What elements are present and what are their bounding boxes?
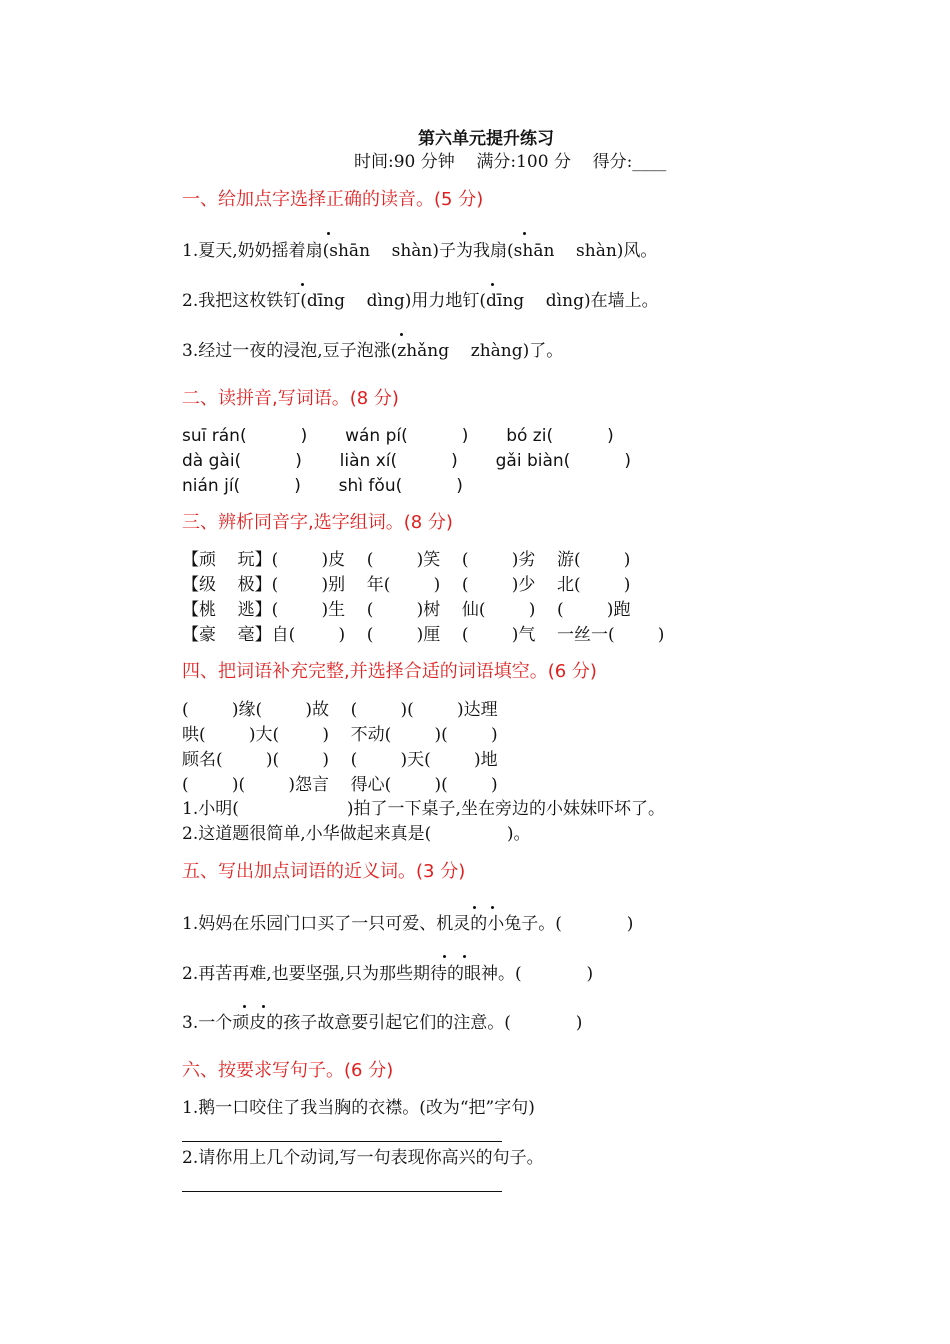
homophone-row-3: 【桃 逃】( )生 ( )树 仙( ) ( )跑 <box>182 600 631 620</box>
synonym-question-2: 2.再苦再难,也要坚强,只为那些期待的眼神。( ) <box>182 964 594 984</box>
synonym-question-1: 1.妈妈在乐园门口买了一只可爱、机灵的小兔子。( ) <box>182 914 634 934</box>
pinyin-row-3: nián jí( ) shì fǒu( ) <box>182 476 463 496</box>
section-1-question-2: 2.我把这枚铁钉(dīng dìng)用力地钉(dīng dìng)在墙上。 <box>182 291 659 311</box>
emphasis-dot <box>327 232 330 235</box>
idiom-row-3: 顾名( )( ) ( )天( )地 <box>182 750 498 770</box>
section-3-title: 三、辨析同音字,选字组词。(8 分) <box>182 512 453 533</box>
section-4-title: 四、把词语补充完整,并选择合适的词语填空。(6 分) <box>182 661 597 682</box>
synonym-question-3: 3.一个顽皮的孩子故意要引起它们的注意。( ) <box>182 1013 583 1033</box>
sentence-question-1: 1.鹅一口咬住了我当胸的衣襟。(改为“把”字句) <box>182 1098 535 1118</box>
homophone-row-2: 【级 极】( )别 年( ) ( )少 北( ) <box>182 575 631 595</box>
pinyin-row-2: dà gài( ) liàn xí( ) gǎi biàn( ) <box>182 451 631 471</box>
answer-line[interactable] <box>182 1141 502 1142</box>
answer-line[interactable] <box>182 1191 502 1192</box>
emphasis-dot <box>400 333 403 336</box>
idiom-row-4: ( )( )怨言 得心( )( ) <box>182 775 498 795</box>
page-title: 第六单元提升练习 <box>418 129 554 149</box>
exam-meta: 时间:90 分钟 满分:100 分 得分:____ <box>354 152 667 172</box>
emphasis-dot <box>262 1005 265 1008</box>
emphasis-dot <box>491 283 494 286</box>
emphasis-dot <box>301 283 304 286</box>
emphasis-dot <box>523 232 526 235</box>
section-6-title: 六、按要求写句子。(6 分) <box>182 1060 394 1081</box>
idiom-question-2: 2.这道题很简单,小华做起来真是( )。 <box>182 824 531 844</box>
section-1-question-3: 3.经过一夜的浸泡,豆子泡涨(zhǎng zhàng)了。 <box>182 341 564 361</box>
idiom-row-1: ( )缘( )故 ( )( )达理 <box>182 700 498 720</box>
idiom-question-1: 1.小明( )拍了一下桌子,坐在旁边的小妹妹吓坏了。 <box>182 799 665 819</box>
emphasis-dot <box>491 906 494 909</box>
emphasis-dot <box>473 906 476 909</box>
emphasis-dot <box>443 955 446 958</box>
sentence-question-2: 2.请你用上几个动词,写一句表现你高兴的句子。 <box>182 1148 544 1168</box>
section-1-question-1: 1.夏天,奶奶摇着扇(shān shàn)子为我扇(shān shàn)风。 <box>182 241 658 261</box>
idiom-row-2: 哄( )大( ) 不动( )( ) <box>182 725 498 745</box>
section-2-title: 二、读拼音,写词语。(8 分) <box>182 388 399 409</box>
pinyin-row-1: suī rán( ) wán pí( ) bó zi( ) <box>182 426 614 446</box>
section-1-title: 一、给加点字选择正确的读音。(5 分) <box>182 189 484 210</box>
emphasis-dot <box>463 955 466 958</box>
section-5-title: 五、写出加点词语的近义词。(3 分) <box>182 861 466 882</box>
homophone-row-4: 【豪 毫】自( ) ( )厘 ( )气 一丝一( ) <box>182 625 665 645</box>
homophone-row-1: 【顽 玩】( )皮 ( )笑 ( )劣 游( ) <box>182 550 631 570</box>
emphasis-dot <box>243 1005 246 1008</box>
